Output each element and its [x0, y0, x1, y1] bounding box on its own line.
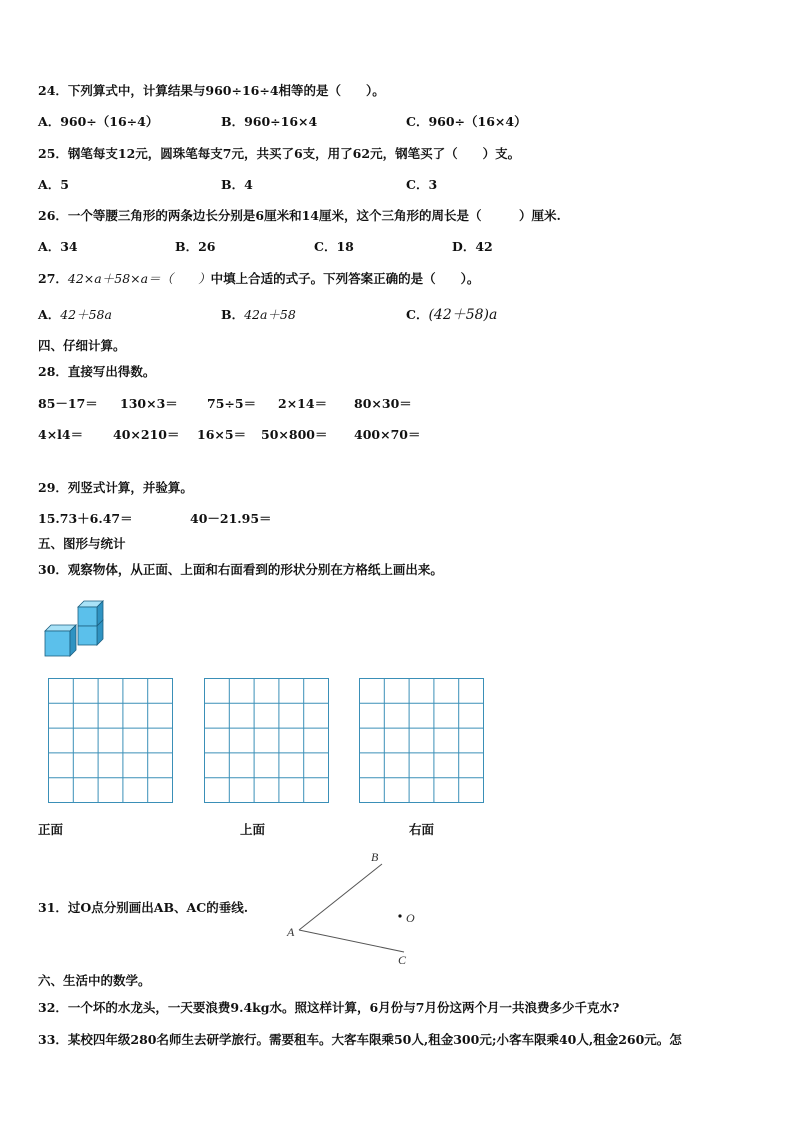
q27-option-c-expr: (42＋58)a: [428, 307, 498, 323]
question-30: 30．观察物体，从正面、上面和右面看到的形状分别在方格纸上画出来。: [38, 562, 443, 577]
angle-diagram: [282, 848, 422, 968]
caption-right: 右面: [409, 822, 435, 837]
q25-option-b: B．4: [221, 177, 253, 192]
label-c: C: [398, 953, 407, 967]
q25-option-a: A．5: [38, 177, 69, 192]
q27-option-c: C．(42＋58)a: [406, 307, 498, 323]
question-32: 32．一个坏的水龙头，一天要浪费9.4kg水。照这样计算，6月份与7月份这两个月一共浪费多少千克水?: [38, 1000, 620, 1015]
q29-item: 15.73＋6.47＝: [38, 511, 133, 526]
q28-item: 4×l4＝: [38, 427, 84, 442]
q28-item: 40×210＝: [113, 427, 180, 442]
q27-option-b: B．42a＋58: [221, 307, 296, 322]
grid-top-view[interactable]: [204, 678, 329, 803]
q24-option-c: C．960÷（16×4）: [406, 114, 527, 129]
q28-item: 2×14＝: [278, 396, 328, 411]
question-31: 31．过O点分别画出AB、AC的垂线.: [38, 900, 249, 915]
caption-top: 上面: [240, 822, 266, 837]
q24-option-b: B．960÷16×4: [221, 114, 318, 129]
cube-stack-figure: [44, 599, 108, 661]
q28-item: 50×800＝: [261, 427, 328, 442]
question-29: 29．列竖式计算，并验算。: [38, 480, 193, 495]
q29-item: 40－21.95＝: [190, 511, 272, 526]
section-4-heading: 四、仔细计算。: [38, 338, 126, 353]
label-o: O: [406, 911, 415, 925]
label-b: B: [371, 850, 379, 864]
section-5-heading: 五、图形与统计: [38, 536, 126, 551]
q26-option-b: B．26: [175, 239, 216, 254]
q24-option-a: A．960÷（16÷4）: [38, 114, 159, 129]
q27-option-a-expr: 42＋58a: [60, 307, 112, 322]
q28-item: 130×3＝: [120, 396, 178, 411]
q27-option-b-expr: 42a＋58: [244, 307, 296, 322]
grid-right-view[interactable]: [359, 678, 484, 803]
question-27: [38, 271, 479, 287]
q26-option-a: A．34: [38, 239, 78, 254]
q27-option-a: A．42＋58a: [38, 307, 112, 322]
question-26: 26．一个等腰三角形的两条边长分别是6厘米和14厘米，这个三角形的周长是（ ）厘米.: [38, 208, 561, 223]
q28-item: 75÷5＝: [207, 396, 257, 411]
section-6-heading: 六、生活中的数学。: [38, 973, 151, 988]
grid-front-view[interactable]: [48, 678, 173, 803]
question-25: 25．钢笔每支12元，圆珠笔每支7元，共买了6支，用了62元，钢笔买了（ ）支。: [38, 146, 521, 161]
q25-option-c: C．3: [406, 177, 438, 192]
q28-item: 400×70＝: [354, 427, 421, 442]
q26-option-d: D．42: [452, 239, 493, 254]
label-a: A: [287, 925, 295, 939]
q26-option-c: C．18: [314, 239, 354, 254]
caption-front: 正面: [38, 822, 64, 837]
q28-item: 16×5＝: [197, 427, 247, 442]
question-24: 24．下列算式中，计算结果与960÷16÷4相等的是（ ）。: [38, 83, 385, 98]
q28-item: 85－17＝: [38, 396, 98, 411]
question-33: 33．某校四年级280名师生去研学旅行。需要租车。大客车限乘50人,租金300元;小客车限乘40人,租金260元。怎: [38, 1032, 682, 1047]
q27-expression: 42×a＋58×a＝（ ）: [67, 271, 211, 286]
q27-text: 中填上合适的式子。下列答案正确的是（ ）。: [210, 271, 480, 286]
question-28: 28．直接写出得数。: [38, 364, 156, 379]
q28-item: 80×30＝: [354, 396, 412, 411]
q27-number: 27．: [38, 271, 68, 286]
